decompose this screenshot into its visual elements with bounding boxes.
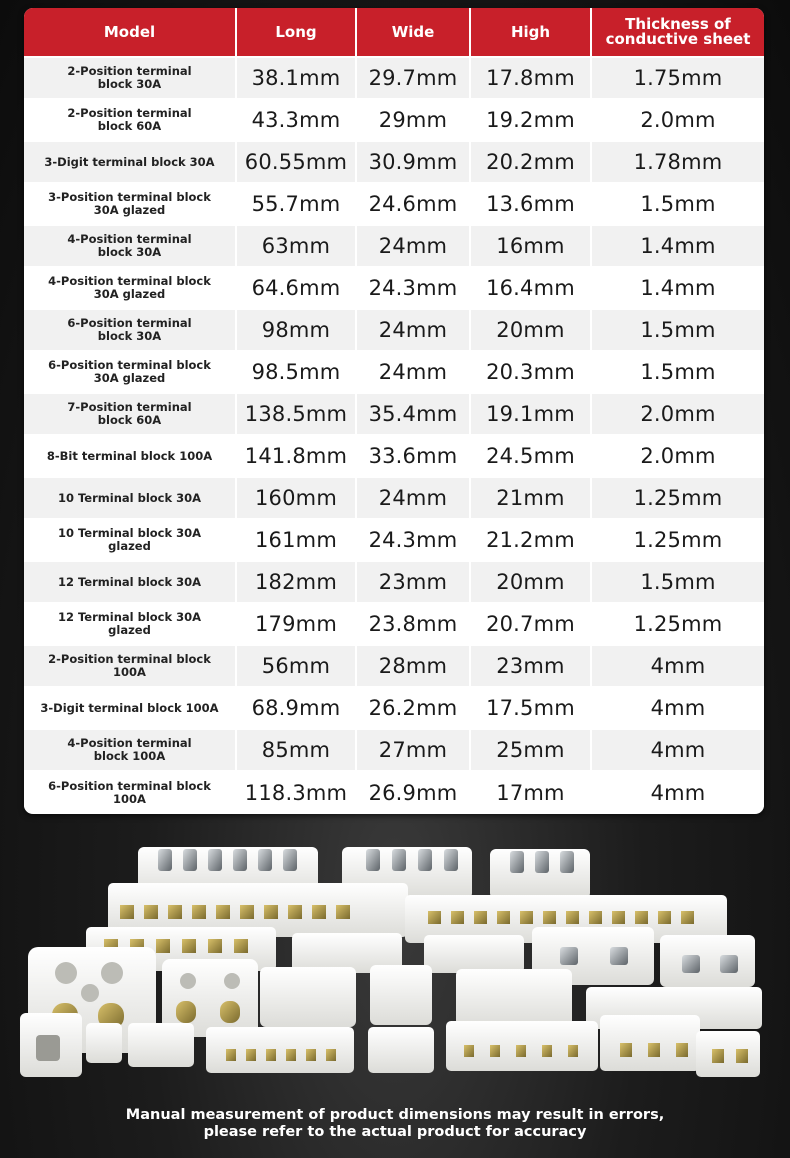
cell-long: 118.3mm — [236, 771, 356, 813]
cell-model — [24, 603, 236, 645]
cell-high: 17.5mm — [470, 687, 591, 729]
cell-high: 19.1mm — [470, 393, 591, 435]
spec-table-header — [24, 8, 764, 57]
table-row — [24, 99, 764, 141]
model-name-line2: block 100A — [93, 749, 166, 763]
cell-thickness: 1.25mm — [591, 477, 764, 519]
table-row — [24, 561, 764, 603]
model-name-line2: 100A — [113, 791, 146, 806]
cell-thickness: 1.75mm — [591, 57, 764, 99]
model-name-line1: 3-Digit terminal block 100A — [40, 700, 219, 715]
cell-thickness: 2.0mm — [591, 99, 764, 141]
table-row — [24, 435, 764, 477]
model-name-line1: 4-Position terminal — [67, 736, 192, 750]
header-high: High — [470, 8, 591, 57]
model-name-line2: 30A glazed — [93, 287, 166, 301]
cell-high: 23mm — [470, 645, 591, 687]
header-thickness-line1: Thickness of — [625, 15, 731, 33]
cell-thickness: 1.25mm — [591, 519, 764, 561]
table-row — [24, 771, 764, 813]
cell-thickness: 2.0mm — [591, 435, 764, 477]
cell-wide: 29.7mm — [356, 57, 470, 99]
cell-thickness: 1.5mm — [591, 309, 764, 351]
cell-long: 182mm — [236, 561, 356, 603]
cell-thickness: 1.5mm — [591, 561, 764, 603]
disclaimer-line2: please refer to the actual product for accuracy — [203, 1124, 587, 1140]
cell-high: 20.7mm — [470, 603, 591, 645]
spec-table — [24, 8, 764, 813]
cell-high: 21.2mm — [470, 519, 591, 561]
cell-wide: 24mm — [356, 477, 470, 519]
block-back-right — [490, 849, 590, 899]
model-name-line1: 12 Terminal block 30A — [57, 574, 202, 589]
table-row — [24, 141, 764, 183]
table-row — [24, 57, 764, 99]
spec-table-card — [24, 8, 764, 814]
cell-model — [24, 519, 236, 561]
model-name-line1: 12 Terminal block 30A glazed — [57, 610, 202, 637]
cell-long: 63mm — [236, 225, 356, 267]
cell-long: 161mm — [236, 519, 356, 561]
cell-model — [24, 309, 236, 351]
cell-high: 16mm — [470, 225, 591, 267]
model-name-line1: 10 Terminal block 30A — [57, 490, 202, 505]
cell-wide: 29mm — [356, 99, 470, 141]
cell-model — [24, 645, 236, 687]
cell-long: 141.8mm — [236, 435, 356, 477]
model-name-line2: block 30A — [97, 245, 162, 259]
table-row — [24, 687, 764, 729]
model-name-line2: block 30A — [97, 77, 162, 91]
cell-high: 25mm — [470, 729, 591, 771]
cell-model — [24, 267, 236, 309]
cell-thickness: 1.25mm — [591, 603, 764, 645]
cell-wide: 24mm — [356, 309, 470, 351]
cell-model — [24, 393, 236, 435]
cell-long: 98mm — [236, 309, 356, 351]
model-name-line1: 2-Position terminal block — [48, 652, 211, 666]
cell-long: 179mm — [236, 603, 356, 645]
model-name-line2: 30A glazed — [93, 203, 166, 217]
cell-model — [24, 687, 236, 729]
cell-high: 17.8mm — [470, 57, 591, 99]
header-wide: Wide — [356, 8, 470, 57]
cell-long: 55.7mm — [236, 183, 356, 225]
model-name-line2: block 60A — [97, 413, 162, 427]
cell-thickness: 4mm — [591, 729, 764, 771]
cell-wide: 24.3mm — [356, 519, 470, 561]
disclaimer-line1: Manual measurement of product dimensions may result in errors, — [125, 1107, 665, 1123]
model-name-line2: block 30A — [97, 329, 162, 343]
model-name-line1: 2-Position terminal — [67, 106, 192, 120]
cell-wide: 23.8mm — [356, 603, 470, 645]
cell-long: 38.1mm — [236, 57, 356, 99]
cell-wide: 28mm — [356, 645, 470, 687]
cell-high: 19.2mm — [470, 99, 591, 141]
table-row — [24, 351, 764, 393]
cell-high: 21mm — [470, 477, 591, 519]
cell-model — [24, 183, 236, 225]
model-name-line1: 10 Terminal block 30A glazed — [57, 526, 202, 553]
cell-wide: 23mm — [356, 561, 470, 603]
cell-thickness: 1.5mm — [591, 183, 764, 225]
terminal-blocks-photo — [20, 835, 770, 1085]
model-name-line1: 4-Position terminal block — [48, 274, 211, 288]
model-name-line1: 6-Position terminal — [67, 316, 192, 330]
model-name-line1: 3-Position terminal block — [48, 190, 211, 204]
cell-thickness: 2.0mm — [591, 393, 764, 435]
cell-model — [24, 729, 236, 771]
cell-model — [24, 435, 236, 477]
cell-long: 56mm — [236, 645, 356, 687]
cell-high: 17mm — [470, 771, 591, 813]
header-thickness — [591, 8, 764, 57]
model-name-line1: 8-Bit terminal block 100A — [46, 448, 213, 463]
model-name-line1: 6-Position terminal block — [48, 778, 211, 793]
cell-wide: 35.4mm — [356, 393, 470, 435]
table-row — [24, 729, 764, 771]
cell-thickness: 1.4mm — [591, 225, 764, 267]
cell-model — [24, 771, 236, 813]
cell-wide: 27mm — [356, 729, 470, 771]
header-thickness-line2: conductive sheet — [605, 30, 751, 48]
cell-thickness: 4mm — [591, 645, 764, 687]
cell-long: 138.5mm — [236, 393, 356, 435]
cell-long: 43.3mm — [236, 99, 356, 141]
table-row — [24, 183, 764, 225]
cell-model — [24, 477, 236, 519]
cell-wide: 26.9mm — [356, 771, 470, 813]
cell-long: 85mm — [236, 729, 356, 771]
cell-high: 16.4mm — [470, 267, 591, 309]
model-name-line1: 2-Position terminal — [67, 64, 192, 78]
header-long: Long — [236, 8, 356, 57]
model-name-line1: 3-Digit terminal block 30A — [44, 154, 215, 169]
cell-model — [24, 99, 236, 141]
cell-model — [24, 561, 236, 603]
cell-high: 13.6mm — [470, 183, 591, 225]
disclaimer-note — [0, 1107, 790, 1141]
cell-high: 20.3mm — [470, 351, 591, 393]
model-name-line1: 4-Position terminal — [67, 232, 192, 246]
cell-thickness: 1.5mm — [591, 351, 764, 393]
cell-wide: 24mm — [356, 225, 470, 267]
cell-wide: 33.6mm — [356, 435, 470, 477]
table-row — [24, 645, 764, 687]
model-name-line1: 7-Position terminal — [67, 400, 192, 414]
cell-wide: 24.3mm — [356, 267, 470, 309]
cell-high: 20mm — [470, 561, 591, 603]
table-row — [24, 393, 764, 435]
cell-model — [24, 57, 236, 99]
cell-model — [24, 141, 236, 183]
cell-thickness: 4mm — [591, 771, 764, 813]
header-model: Model — [24, 8, 236, 57]
table-row — [24, 267, 764, 309]
model-name-line2: block 60A — [97, 119, 162, 133]
spec-table-body — [24, 57, 764, 813]
cell-model — [24, 225, 236, 267]
cell-model — [24, 351, 236, 393]
model-name-line2: 100A — [113, 665, 146, 679]
cell-wide: 24mm — [356, 351, 470, 393]
cell-wide: 30.9mm — [356, 141, 470, 183]
table-row — [24, 225, 764, 267]
table-row — [24, 477, 764, 519]
table-row — [24, 603, 764, 645]
model-name-line2: 30A glazed — [93, 371, 166, 385]
cell-long: 64.6mm — [236, 267, 356, 309]
cell-wide: 24.6mm — [356, 183, 470, 225]
cell-long: 160mm — [236, 477, 356, 519]
cell-high: 20.2mm — [470, 141, 591, 183]
cell-long: 98.5mm — [236, 351, 356, 393]
cell-thickness: 1.78mm — [591, 141, 764, 183]
cell-wide: 26.2mm — [356, 687, 470, 729]
cell-thickness: 1.4mm — [591, 267, 764, 309]
model-name-line1: 6-Position terminal block — [48, 358, 211, 372]
table-row — [24, 519, 764, 561]
cell-long: 60.55mm — [236, 141, 356, 183]
cell-high: 24.5mm — [470, 435, 591, 477]
cell-long: 68.9mm — [236, 687, 356, 729]
table-row — [24, 309, 764, 351]
cell-high: 20mm — [470, 309, 591, 351]
cell-thickness: 4mm — [591, 687, 764, 729]
